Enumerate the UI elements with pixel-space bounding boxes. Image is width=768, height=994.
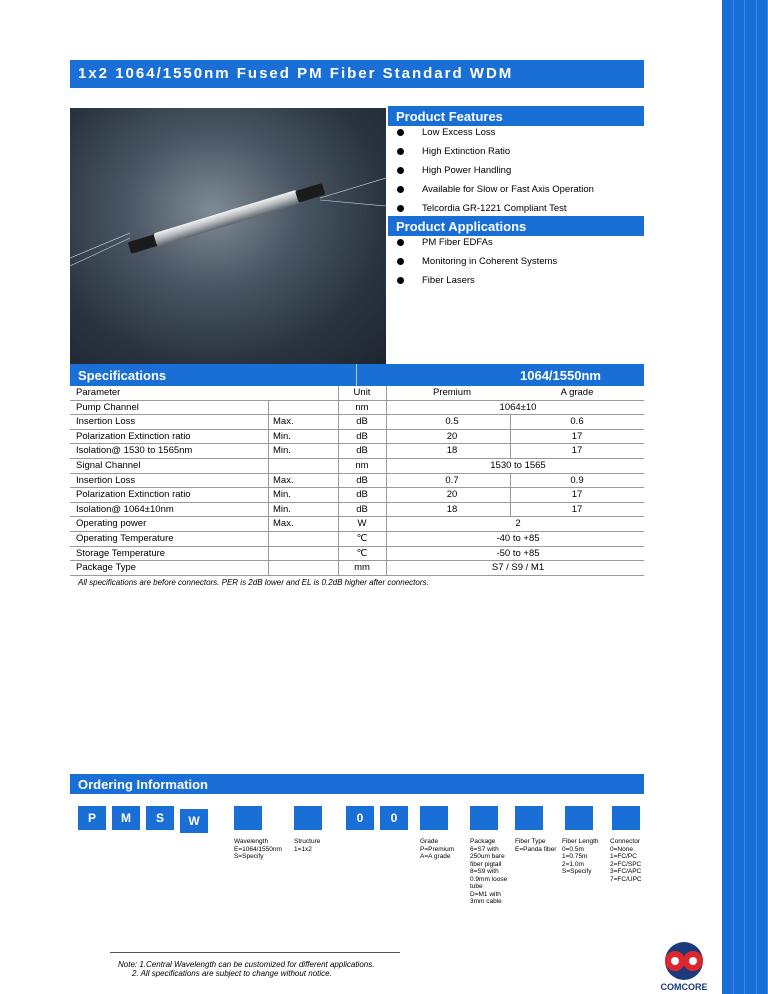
list-item: High Power Handling xyxy=(388,162,644,181)
condition-cell: Min. xyxy=(273,445,291,457)
condition-cell: Max. xyxy=(273,416,294,428)
ordering-code-box: S xyxy=(146,806,174,830)
unit-cell: mm xyxy=(354,562,370,574)
condition-cell: Min. xyxy=(273,489,291,501)
list-item: High Extinction Ratio xyxy=(388,143,644,162)
table-row xyxy=(70,561,644,576)
table-row xyxy=(70,517,644,532)
param-cell: Isolation@ 1064±10nm xyxy=(76,503,174,515)
unit-cell: ℃ xyxy=(356,547,368,559)
condition-cell: Min. xyxy=(273,503,291,515)
premium-cell: 0.5 xyxy=(445,416,459,428)
agrade-cell: 17 xyxy=(571,445,583,457)
ordering-code-box: W xyxy=(180,809,208,833)
ordering-code-label: Grade P=Premium A=A grade xyxy=(420,838,455,860)
value-cell: -40 to +85 xyxy=(496,532,540,544)
agrade-cell: 17 xyxy=(571,430,583,442)
param-cell: Operating power xyxy=(76,518,147,530)
ordering-code-box xyxy=(565,806,593,830)
ordering-code-label: Wavelength E=1064/1550nm S=Specify xyxy=(234,838,282,860)
ordering-code-box xyxy=(470,806,498,830)
notes: Note: 1.Central Wavelength can be customized for different applications. 2. All specifications are subject to change without notice. xyxy=(118,960,375,978)
unit-cell: dB xyxy=(356,474,368,486)
table-row xyxy=(70,503,644,518)
table-row xyxy=(70,444,644,459)
param-cell: Package Type xyxy=(76,562,137,574)
condition-cell: Max. xyxy=(273,518,294,530)
ordering-code-box xyxy=(515,806,543,830)
ordering-code-box: 0 xyxy=(346,806,374,830)
unit-cell: dB xyxy=(356,430,368,442)
table-row xyxy=(70,532,644,547)
ordering-code-label: Fiber Type E=Panda fiber xyxy=(515,838,557,853)
ordering-code-box: P xyxy=(78,806,106,830)
agrade-cell: 0.6 xyxy=(570,416,584,428)
list-item: Low Excess Loss xyxy=(388,124,644,143)
param-cell: Polarization Extinction ratio xyxy=(76,430,191,442)
unit-cell: dB xyxy=(356,445,368,457)
param-cell: Isolation@ 1530 to 1565nm xyxy=(76,445,193,457)
ordering-code-box xyxy=(294,806,322,830)
condition-cell: Min. xyxy=(273,430,291,442)
ordering-code-box xyxy=(234,806,262,830)
param-cell: Polarization Extinction ratio xyxy=(76,489,191,501)
page-title: 1x2 1064/1550nm Fused PM Fiber Standard WDM xyxy=(70,60,644,88)
side-strip xyxy=(722,0,768,994)
value-cell: 1064±10 xyxy=(499,401,537,413)
product-photo xyxy=(70,108,386,364)
premium-cell: 20 xyxy=(446,489,458,501)
specifications-heading: Specifications xyxy=(78,368,167,383)
unit-cell: dB xyxy=(356,416,368,428)
param-cell: Insertion Loss xyxy=(76,416,136,428)
table-row xyxy=(70,474,644,489)
param-cell: Storage Temperature xyxy=(76,547,166,559)
premium-cell: 20 xyxy=(446,430,458,442)
note-divider xyxy=(110,952,400,953)
specifications-header xyxy=(70,364,644,386)
applications-heading: Product Applications xyxy=(388,216,644,236)
unit-cell: ℃ xyxy=(356,532,368,544)
param-cell: Insertion Loss xyxy=(76,474,136,486)
agrade-cell: 17 xyxy=(571,503,583,515)
ordering-code-label: Package 6=S7 with 250um bare fiber pigtail 8=S9 with 0.9mm loose tube D=M1 with 3mm cable xyxy=(470,838,508,905)
condition-cell: Max. xyxy=(273,474,294,486)
specifications-table xyxy=(70,386,644,576)
features-heading: Product Features xyxy=(388,106,644,126)
list-item: PM Fiber EDFAs xyxy=(388,234,644,253)
wavelength-heading: 1064/1550nm xyxy=(520,368,601,383)
agrade-cell: 17 xyxy=(571,489,583,501)
ordering-code-box xyxy=(612,806,640,830)
value-cell: S7 / S9 / M1 xyxy=(491,562,545,574)
table-row xyxy=(70,547,644,562)
unit-cell: dB xyxy=(356,489,368,501)
premium-cell: 0.7 xyxy=(445,474,459,486)
list-item: Available for Slow or Fast Axis Operation xyxy=(388,181,644,200)
ordering-code-label: Fiber Length 0=0.5m 1=0.75m 2=1.0m S=Specify xyxy=(562,838,599,875)
ordering-code-box: M xyxy=(112,806,140,830)
ordering-code-label: Structure 1=1x2 xyxy=(294,838,321,853)
unit-cell: dB xyxy=(356,503,368,515)
list-item: Telcordia GR-1221 Compliant Test xyxy=(388,200,644,219)
features-list xyxy=(388,124,644,219)
unit-cell: nm xyxy=(355,401,369,413)
applications-list xyxy=(388,234,644,291)
ordering-code-box xyxy=(420,806,448,830)
value-cell: 2 xyxy=(515,518,521,530)
ordering-code-label: Connector 0=None 1=FC/PC 2=FC/SPC 3=FC/APC 7=FC/UPC xyxy=(610,838,642,883)
premium-cell: 18 xyxy=(446,445,458,457)
agrade-cell: 0.9 xyxy=(570,474,584,486)
table-row xyxy=(70,430,644,445)
table-row xyxy=(70,415,644,430)
ordering-code-box: 0 xyxy=(380,806,408,830)
list-item: Monitoring in Coherent Systems xyxy=(388,253,644,272)
param-cell: Signal Channel xyxy=(76,459,141,471)
premium-cell: 18 xyxy=(446,503,458,515)
param-cell: Pump Channel xyxy=(76,401,139,413)
value-cell: 1530 to 1565 xyxy=(490,459,546,471)
table-row xyxy=(70,459,644,474)
param-cell: Operating Temperature xyxy=(76,532,174,544)
table-header-row: Parameter Unit Premium A grade xyxy=(70,386,644,401)
ordering-heading: Ordering Information xyxy=(70,774,644,794)
table-row xyxy=(70,488,644,503)
unit-cell: W xyxy=(357,518,367,530)
logo-text: COMCORE xyxy=(660,982,708,992)
spec-footnote: All specifications are before connectors. PER is 2dB lower and EL is 0.2dB higher after connectors. xyxy=(78,578,429,587)
comcore-logo xyxy=(652,940,716,994)
unit-cell: nm xyxy=(355,459,369,471)
value-cell: -50 to +85 xyxy=(496,547,540,559)
table-row xyxy=(70,401,644,416)
list-item: Fiber Lasers xyxy=(388,272,644,291)
